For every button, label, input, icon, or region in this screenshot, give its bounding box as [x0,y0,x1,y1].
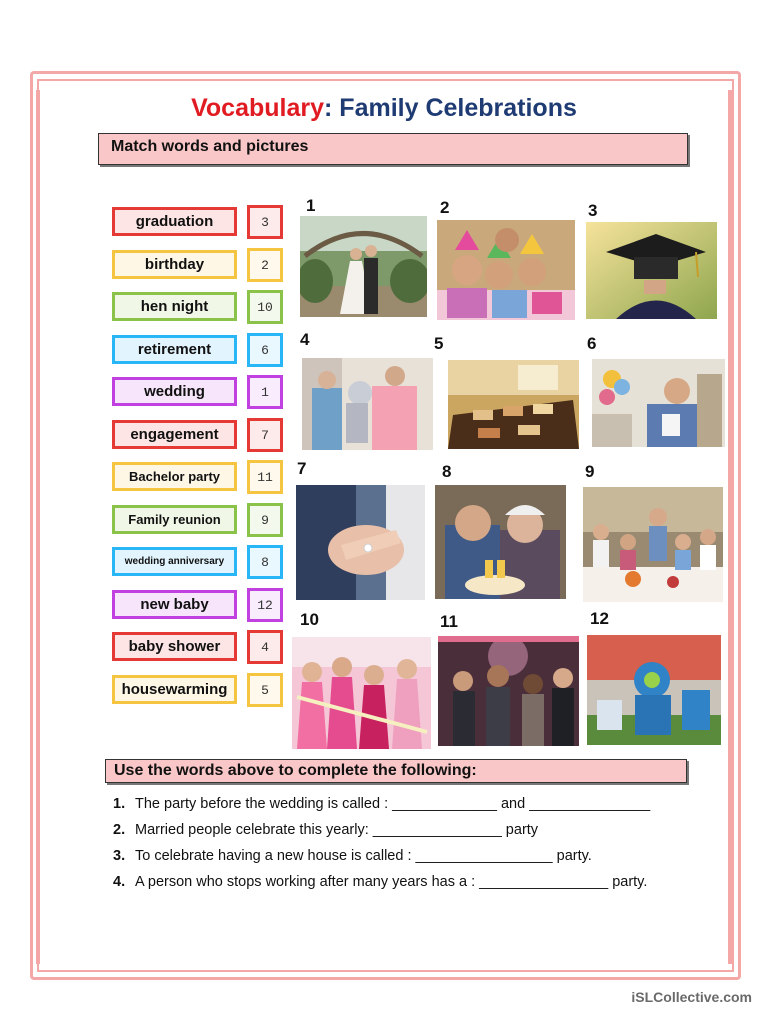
picture-birthday-girls [437,220,575,320]
match-header: Match words and pictures [98,133,688,165]
picture-number-1: 1 [306,196,316,215]
word-label: engagement [130,426,219,443]
picture-engagement-ring [296,485,425,600]
picture-number-2: 2 [440,198,450,217]
word-family-reunion [112,505,237,534]
picture-hen-night [292,637,431,749]
word-label: birthday [144,256,205,273]
word-graduation [112,207,237,236]
answer-box-engagement[interactable]: 7 [247,418,283,452]
answer-box-new-baby[interactable]: 12 [247,588,283,622]
word-housewarming [112,675,237,704]
word-label: hen night [140,298,209,315]
question-number: 4. [113,874,126,890]
question-3 [113,848,592,864]
answer-box-retirement[interactable]: 6 [247,333,283,367]
footer-watermark: iSLCollective.com [631,989,752,1005]
word-engagement [112,420,237,449]
word-wedding [112,377,237,406]
word-label: Family reunion [128,512,221,527]
word-label: Bachelor party [128,469,221,484]
question-text: Married people celebrate this yearly: ________________ party [135,822,539,838]
answer-box-wedding-anniversary[interactable]: 8 [247,545,283,579]
title-part2: : Family Celebrations [324,94,577,122]
picture-bachelor-party [438,636,579,746]
word-wedding-anniversary [112,547,237,576]
word-label: wedding [144,383,205,400]
exercise-header: Use the words above to complete the following: [105,759,687,783]
question-4 [113,874,647,890]
picture-number-8: 8 [442,462,452,481]
picture-number-11: 11 [440,612,458,631]
answer-box-baby-shower[interactable]: 4 [247,630,283,664]
word-label: retirement [137,341,212,358]
word-label: new baby [140,596,209,613]
question-text: A person who stops working after many years has a : ________________ party. [135,874,648,890]
answer-box-birthday[interactable]: 2 [247,248,283,282]
word-bachelor-party [112,462,237,491]
picture-number-3: 3 [588,201,598,220]
answer-box-bachelor-party[interactable]: 11 [247,460,283,494]
question-2 [113,822,538,838]
question-text: The party before the wedding is called : _____________ and _______________ [135,796,651,812]
answer-box-graduation[interactable]: 3 [247,205,283,239]
answer-box-hen-night[interactable]: 10 [247,290,283,324]
word-label: housewarming [121,681,228,698]
word-label: baby shower [128,638,221,655]
title-part1: Vocabulary [191,94,325,122]
picture-new-baby [587,635,721,745]
word-label: wedding anniversary [124,556,225,567]
picture-number-6: 6 [587,334,597,353]
picture-number-5: 5 [434,334,444,353]
word-new-baby [112,590,237,619]
page-title [0,94,768,123]
picture-retirement-man [592,359,725,447]
answer-box-wedding[interactable]: 1 [247,375,283,409]
word-baby-shower [112,632,237,661]
picture-number-12: 12 [590,609,609,628]
picture-number-7: 7 [297,459,307,478]
word-label: graduation [135,213,214,230]
picture-baby-shower [302,358,433,450]
picture-number-4: 4 [300,330,310,349]
question-1 [113,796,650,812]
picture-family-reunion [583,487,723,602]
question-text: To celebrate having a new house is called : _________________ party. [135,848,592,864]
picture-housewarming-food [448,360,579,449]
question-number: 1. [113,796,126,812]
word-birthday [112,250,237,279]
word-retirement [112,335,237,364]
word-hen-night [112,292,237,321]
picture-number-10: 10 [300,610,319,629]
frame-left-stripe [36,90,40,964]
frame-right-stripe [728,90,732,964]
question-number: 2. [113,822,126,838]
picture-graduate-cap [586,222,717,319]
answer-box-housewarming[interactable]: 5 [247,673,283,707]
question-number: 3. [113,848,126,864]
answer-box-family-reunion[interactable]: 9 [247,503,283,537]
picture-anniversary-couple [435,485,566,599]
picture-wedding-couple [300,216,427,317]
picture-number-9: 9 [585,462,595,481]
